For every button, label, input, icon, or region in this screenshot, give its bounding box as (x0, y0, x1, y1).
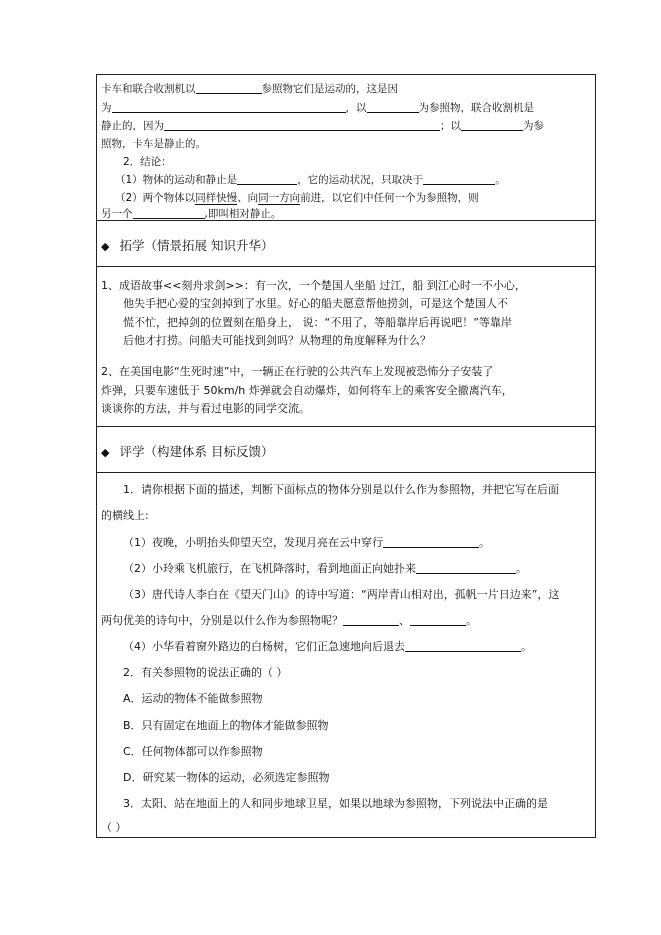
section-heading: ◆ 评学（构建体系 目标反馈） (101, 444, 274, 459)
expand-questions-section (97, 267, 595, 427)
answer-blank[interactable] (164, 119, 440, 131)
answer-blank[interactable] (112, 101, 346, 113)
section-heading: ◆ 拓学（情景拓展 知识升华） (101, 238, 274, 253)
diamond-icon: ◆ (101, 240, 110, 253)
paragraph-line: 2、在美国电影“生死时速”中，一辆正在行驶的公共汽车上发现被恐怖分子安装了 (101, 365, 494, 378)
answer-blank[interactable] (410, 614, 466, 626)
answer-blank[interactable] (423, 173, 495, 185)
question-line: 3．太阳、站在地面上的人和同步地球卫星，如果以地球为参照物，下列说法中正确的是 (123, 797, 548, 810)
text-line: 照物，卡车是静止的。 (101, 138, 206, 150)
answer-blank[interactable] (133, 207, 205, 219)
text-line: 为 ，以 为参照物，联合收割机是 (101, 102, 534, 114)
question-line: 2．有关参照物的说法正确的（ ） (123, 666, 288, 679)
answer-blank[interactable] (405, 640, 521, 652)
question-line: （ ） (101, 821, 127, 834)
question-line: （3）唐代诗人李白在《望天门山》的诗中写道：“两岸青山相对出，孤帆一片日边来”，这 (123, 588, 560, 601)
text-line: （1）物体的运动和静止是 ，它的运动状况，只取决于 。 (115, 174, 506, 186)
option-c[interactable]: C．任何物体都可以作参照物 (123, 745, 263, 758)
option-d[interactable]: D．研究某一物体的运动，必须选定参照物 (123, 771, 330, 784)
answer-blank[interactable] (461, 119, 523, 131)
paragraph-line: 1、成语故事<<刻舟求剑>>：有一次，一个楚国人坐船 过江，船 到江心时一不小心， (101, 279, 526, 292)
text-line: （2）两个物体以同样快慢、向同一方向前进，以它们中任何一个为参照物，则 (115, 192, 479, 204)
question-line: （4）小华看着窗外路边的白杨树，它们正急速地向后退去 。 (123, 640, 532, 653)
answer-blank[interactable] (237, 173, 297, 185)
question-line: （2）小玲乘飞机旅行，在飞机降落时，看到地面正向她扑来 。 (123, 562, 527, 575)
answer-blank[interactable] (383, 536, 479, 548)
text-line: 静止的，因为 ；以 为参 (101, 120, 544, 132)
expand-heading-row (97, 221, 595, 267)
question-line: 两句优美的诗句中，分别是以什么作为参照物呢？ 、 。 (101, 614, 477, 627)
paragraph-line: 后他才打捞。问船夫可能找到剑吗？从物理的角度解释为什么？ (123, 334, 431, 347)
paragraph-line: 炸弹，只要车速低于 50km/h 炸弹就会自动爆炸，如何将车上的乘客安全撤离汽车， (101, 384, 513, 397)
question-line: 的横线上: (101, 509, 149, 522)
text-line: 另一个 ,即叫相对静止。 (101, 208, 282, 220)
eval-questions-section (97, 473, 595, 837)
paragraph-line: 慌不忙，把掉剑的位置刻在船身上， 说：“不用了，等船靠岸后再说吧！”等靠岸 (123, 316, 512, 329)
conclusion-section (97, 75, 595, 221)
worksheet-table (96, 74, 596, 838)
diamond-icon: ◆ (101, 446, 110, 459)
answer-blank[interactable] (196, 82, 262, 94)
option-b[interactable]: B．只有固定在地面上的物体才能做参照物 (123, 719, 329, 732)
answer-blank[interactable] (416, 562, 516, 574)
question-line: （1）夜晚，小明抬头仰望天空，发现月亮在云中穿行 。 (123, 536, 490, 549)
option-a[interactable]: A．运动的物体不能做参照物 (123, 692, 263, 705)
paragraph-line: 谈谈你的方法，并与看过电影的同学交流。 (101, 402, 310, 415)
answer-blank[interactable] (367, 101, 419, 113)
text-line: 2．结论： (123, 156, 172, 168)
paragraph-line: 他失手把心爱的宝剑掉到了水里。好心的船夫愿意帮他捞剑，可是这个楚国人不 (123, 297, 508, 310)
eval-heading-row (97, 427, 595, 473)
question-line: 1．请你根据下面的描述，判断下面标点的物体分别是以什么作为参照物，并把它写在后面 (123, 483, 559, 496)
text-line: 卡车和联合收割机以 参照物它们是运动的，这是因 (101, 83, 398, 95)
answer-blank[interactable] (343, 614, 399, 626)
